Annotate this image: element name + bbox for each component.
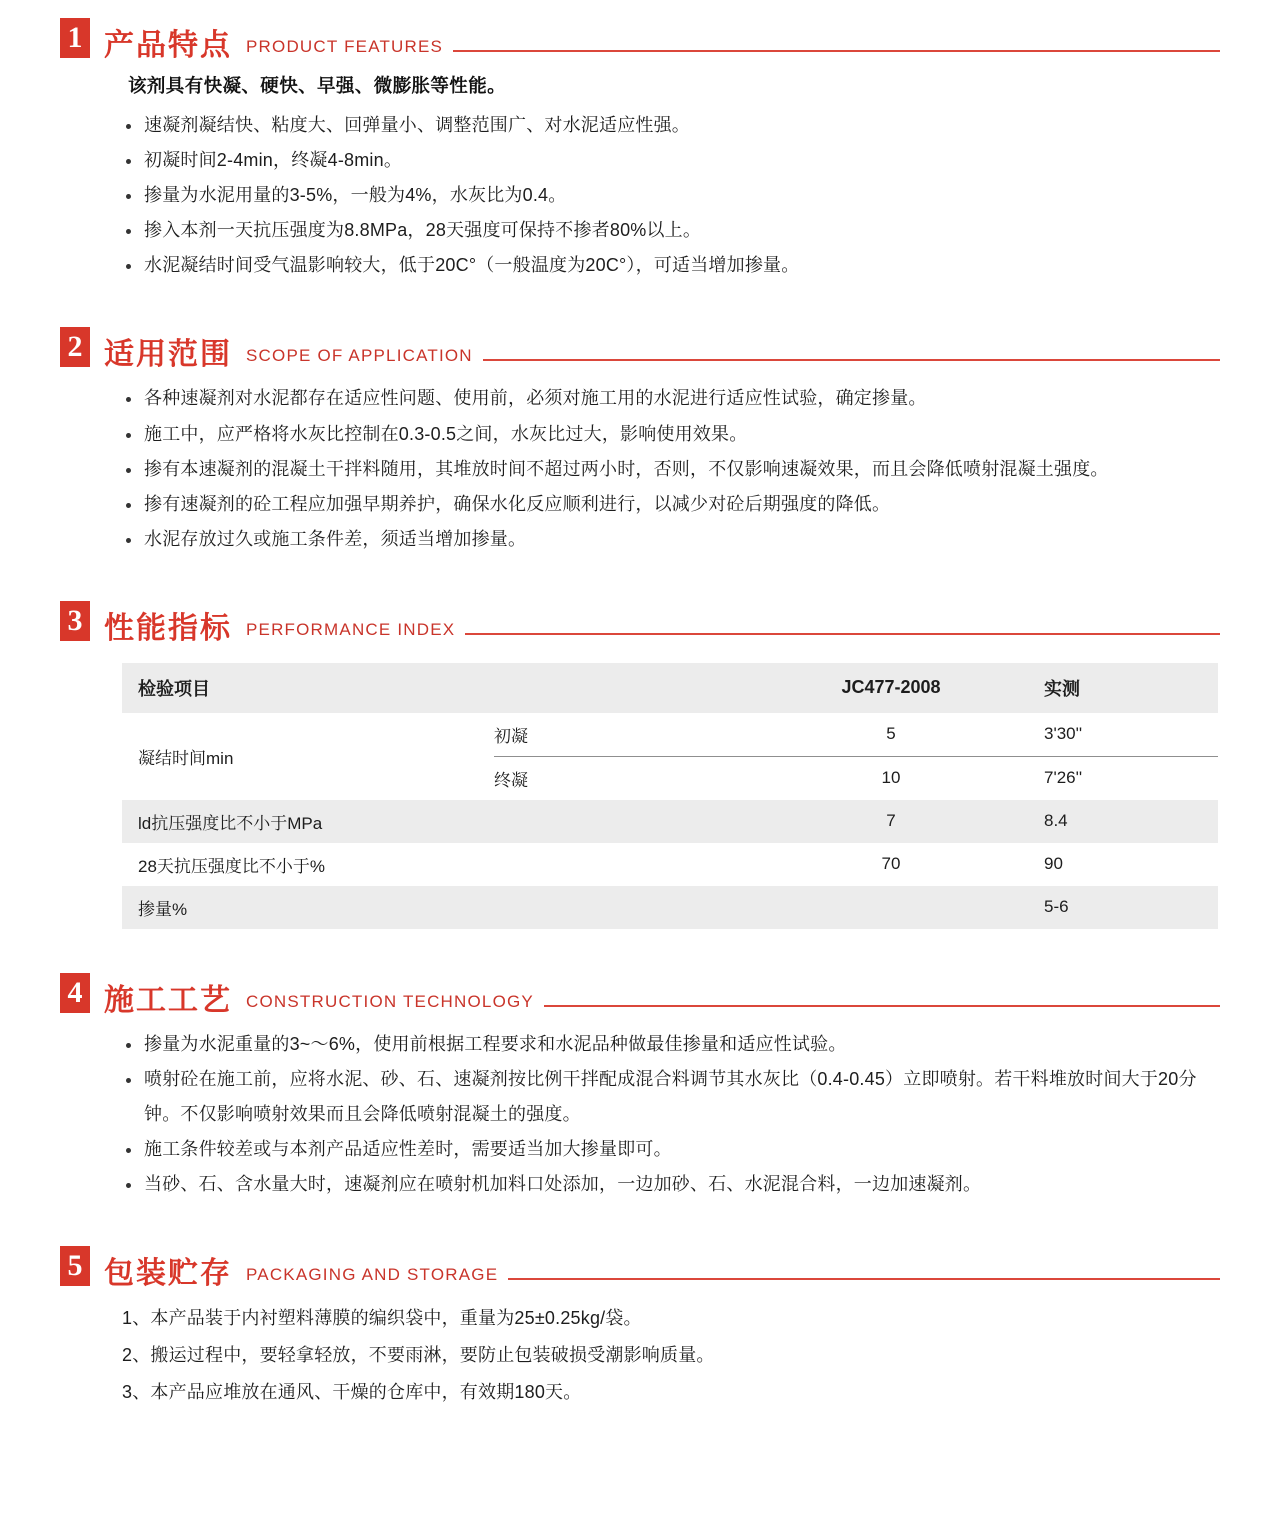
- list-item: 2、搬运过程中，要轻拿轻放，不要雨淋，要防止包装破损受潮影响质量。: [122, 1345, 715, 1366]
- section-rule-1: [453, 50, 1220, 52]
- section-title-cn-2: 适用范围: [104, 338, 232, 372]
- header-measured: 实测: [1044, 678, 1080, 699]
- bullet-list-1: [122, 108, 1200, 283]
- cell-standard: 10: [881, 768, 901, 788]
- cell-sub: 终凝: [494, 770, 528, 790]
- section-title-en-1: PRODUCT FEATURES: [246, 37, 444, 56]
- spacer: [60, 1202, 1220, 1246]
- list-item: 施工中，应严格将水灰比控制在0.3-0.5之间，水灰比过大，影响使用效果。: [122, 417, 1200, 452]
- section-title-en-2: SCOPE OF APPLICATION: [246, 346, 473, 366]
- section-title-en-3: PERFORMANCE INDEX: [246, 619, 456, 639]
- cell-item: 掺量%: [138, 899, 188, 919]
- list-item: 施工条件较差或与本剂产品适应性差时，需要适当加大掺量即可。: [122, 1132, 1200, 1167]
- section-heading-2: [60, 327, 1220, 372]
- section-title-cn-1: 产品特点: [104, 29, 232, 62]
- header-standard: JC477-2008: [841, 677, 941, 698]
- section-rule-5: [508, 1278, 1220, 1280]
- list-item: 初凝时间2-4min，终凝4-8min。: [122, 143, 1200, 178]
- cell-sub: 初凝: [494, 713, 756, 757]
- list-item: 3、本产品应堆放在通风、干燥的仓库中，有效期180天。: [122, 1382, 582, 1403]
- table-row: [122, 843, 1218, 886]
- list-item: 掺量为水泥用量的3-5%，一般为4%，水灰比为0.4。: [122, 178, 1200, 213]
- section-body-4: [60, 1027, 1220, 1202]
- spacer: [60, 557, 1220, 601]
- section-body-2: [60, 381, 1220, 556]
- section-body-1: [60, 72, 1220, 283]
- section-heading-3: [60, 601, 1220, 645]
- cell-measured: 8.4: [1044, 811, 1068, 831]
- list-item: 掺入本剂一天抗压强度为8.8MPa，28天强度可保持不掺者80%以上。: [122, 213, 1200, 248]
- section-number-2: 2: [60, 327, 90, 367]
- section-number-1: 1: [60, 18, 90, 58]
- cell-measured: 3'30'': [1026, 713, 1218, 757]
- cell-measured: 5-6: [1044, 897, 1069, 917]
- cell-measured: 90: [1044, 854, 1063, 874]
- section-number-4: 4: [60, 973, 90, 1013]
- table-row: [122, 800, 1218, 843]
- section-heading-5: [60, 1246, 1220, 1291]
- section-body-5: [60, 1300, 1220, 1411]
- cell-sub: [494, 843, 756, 886]
- list-item: 当砂、石、含水量大时，速凝剂应在喷射机加料口处添加，一边加砂、石、水泥混合料，一边加速凝剂。: [122, 1167, 1200, 1202]
- bullet-list-4: [122, 1027, 1200, 1202]
- section-rule-3: [465, 633, 1220, 635]
- list-item: 水泥凝结时间受气温影响较大，低于20C°（一般温度为20C°），可适当增加掺量。: [122, 248, 1200, 283]
- section-title-cn-3: 性能指标: [104, 611, 232, 645]
- table-header-row: [122, 663, 1218, 713]
- section-number-3: 3: [60, 601, 90, 641]
- list-item: 1、本产品装于内衬塑料薄膜的编织袋中，重量为25±0.25kg/袋。: [122, 1308, 642, 1329]
- cell-sub: [494, 800, 756, 843]
- cell-standard: [756, 886, 1026, 929]
- header-sub: [494, 663, 756, 713]
- list-item: 掺有速凝剂的砼工程应加强早期养护，确保水化反应顺利进行，以减少对砼后期强度的降低。: [122, 487, 1200, 522]
- section-title-cn-4: 施工工艺: [104, 983, 232, 1017]
- spacer: [60, 929, 1220, 973]
- section-title-en-5: PACKAGING AND STORAGE: [246, 1265, 499, 1285]
- section-rule-4: [544, 1005, 1220, 1007]
- section-heading-1: [60, 18, 1220, 62]
- performance-table: [122, 663, 1218, 929]
- cell-standard: 7: [886, 811, 896, 831]
- section-title-cn-5: 包装贮存: [104, 1257, 232, 1291]
- section-number-5: 5: [60, 1246, 90, 1286]
- cell-item: ld抗压强度比不小于MPa: [138, 813, 323, 833]
- section-rule-2: [483, 359, 1220, 361]
- cell-standard: 70: [881, 854, 901, 874]
- section-heading-4: [60, 973, 1220, 1017]
- bullet-list-2: [122, 381, 1200, 556]
- list-item: 掺量为水泥重量的3~～6%，使用前根据工程要求和水泥品种做最佳掺量和适应性试验。: [122, 1027, 1200, 1062]
- header-item: 检验项目: [138, 678, 210, 699]
- spacer: [60, 283, 1220, 327]
- table-row: [122, 713, 1218, 757]
- section-title-en-4: CONSTRUCTION TECHNOLOGY: [246, 991, 534, 1011]
- section-lead-1: 该剂具有快凝、硬快、早强、微膨胀等性能。: [128, 75, 507, 96]
- table-row: [122, 886, 1218, 929]
- list-item: 速凝剂凝结快、粘度大、回弹量小、调整范围广、对水泥适应性强。: [122, 108, 1200, 143]
- list-item: 水泥存放过久或施工条件差，须适当增加掺量。: [122, 522, 1200, 557]
- list-item: 掺有本速凝剂的混凝土干拌料随用，其堆放时间不超过两小时，否则，不仅影响速凝效果，而且会降低喷射混凝土强度。: [122, 452, 1200, 487]
- list-item: 各种速凝剂对水泥都存在适应性问题、使用前，必须对施工用的水泥进行适应性试验，确定掺量。: [122, 381, 1200, 416]
- list-item: 喷射砼在施工前，应将水泥、砂、石、速凝剂按比例干拌配成混合料调节其水灰比（0.4-0.45）立即喷射。若干料堆放时间大于20分钟。不仅影响喷射效果而且会降低喷射混凝土的强度。: [122, 1062, 1200, 1132]
- cell-standard: 5: [756, 713, 1026, 757]
- cell-item: 28天抗压强度比不小于%: [138, 856, 326, 876]
- performance-table-wrapper: [122, 663, 1218, 929]
- cell-measured: 7'26'': [1044, 768, 1083, 788]
- numbered-list-5: [122, 1300, 1200, 1411]
- cell-sub: [494, 886, 756, 929]
- cell-item: 凝结时间min: [138, 748, 234, 768]
